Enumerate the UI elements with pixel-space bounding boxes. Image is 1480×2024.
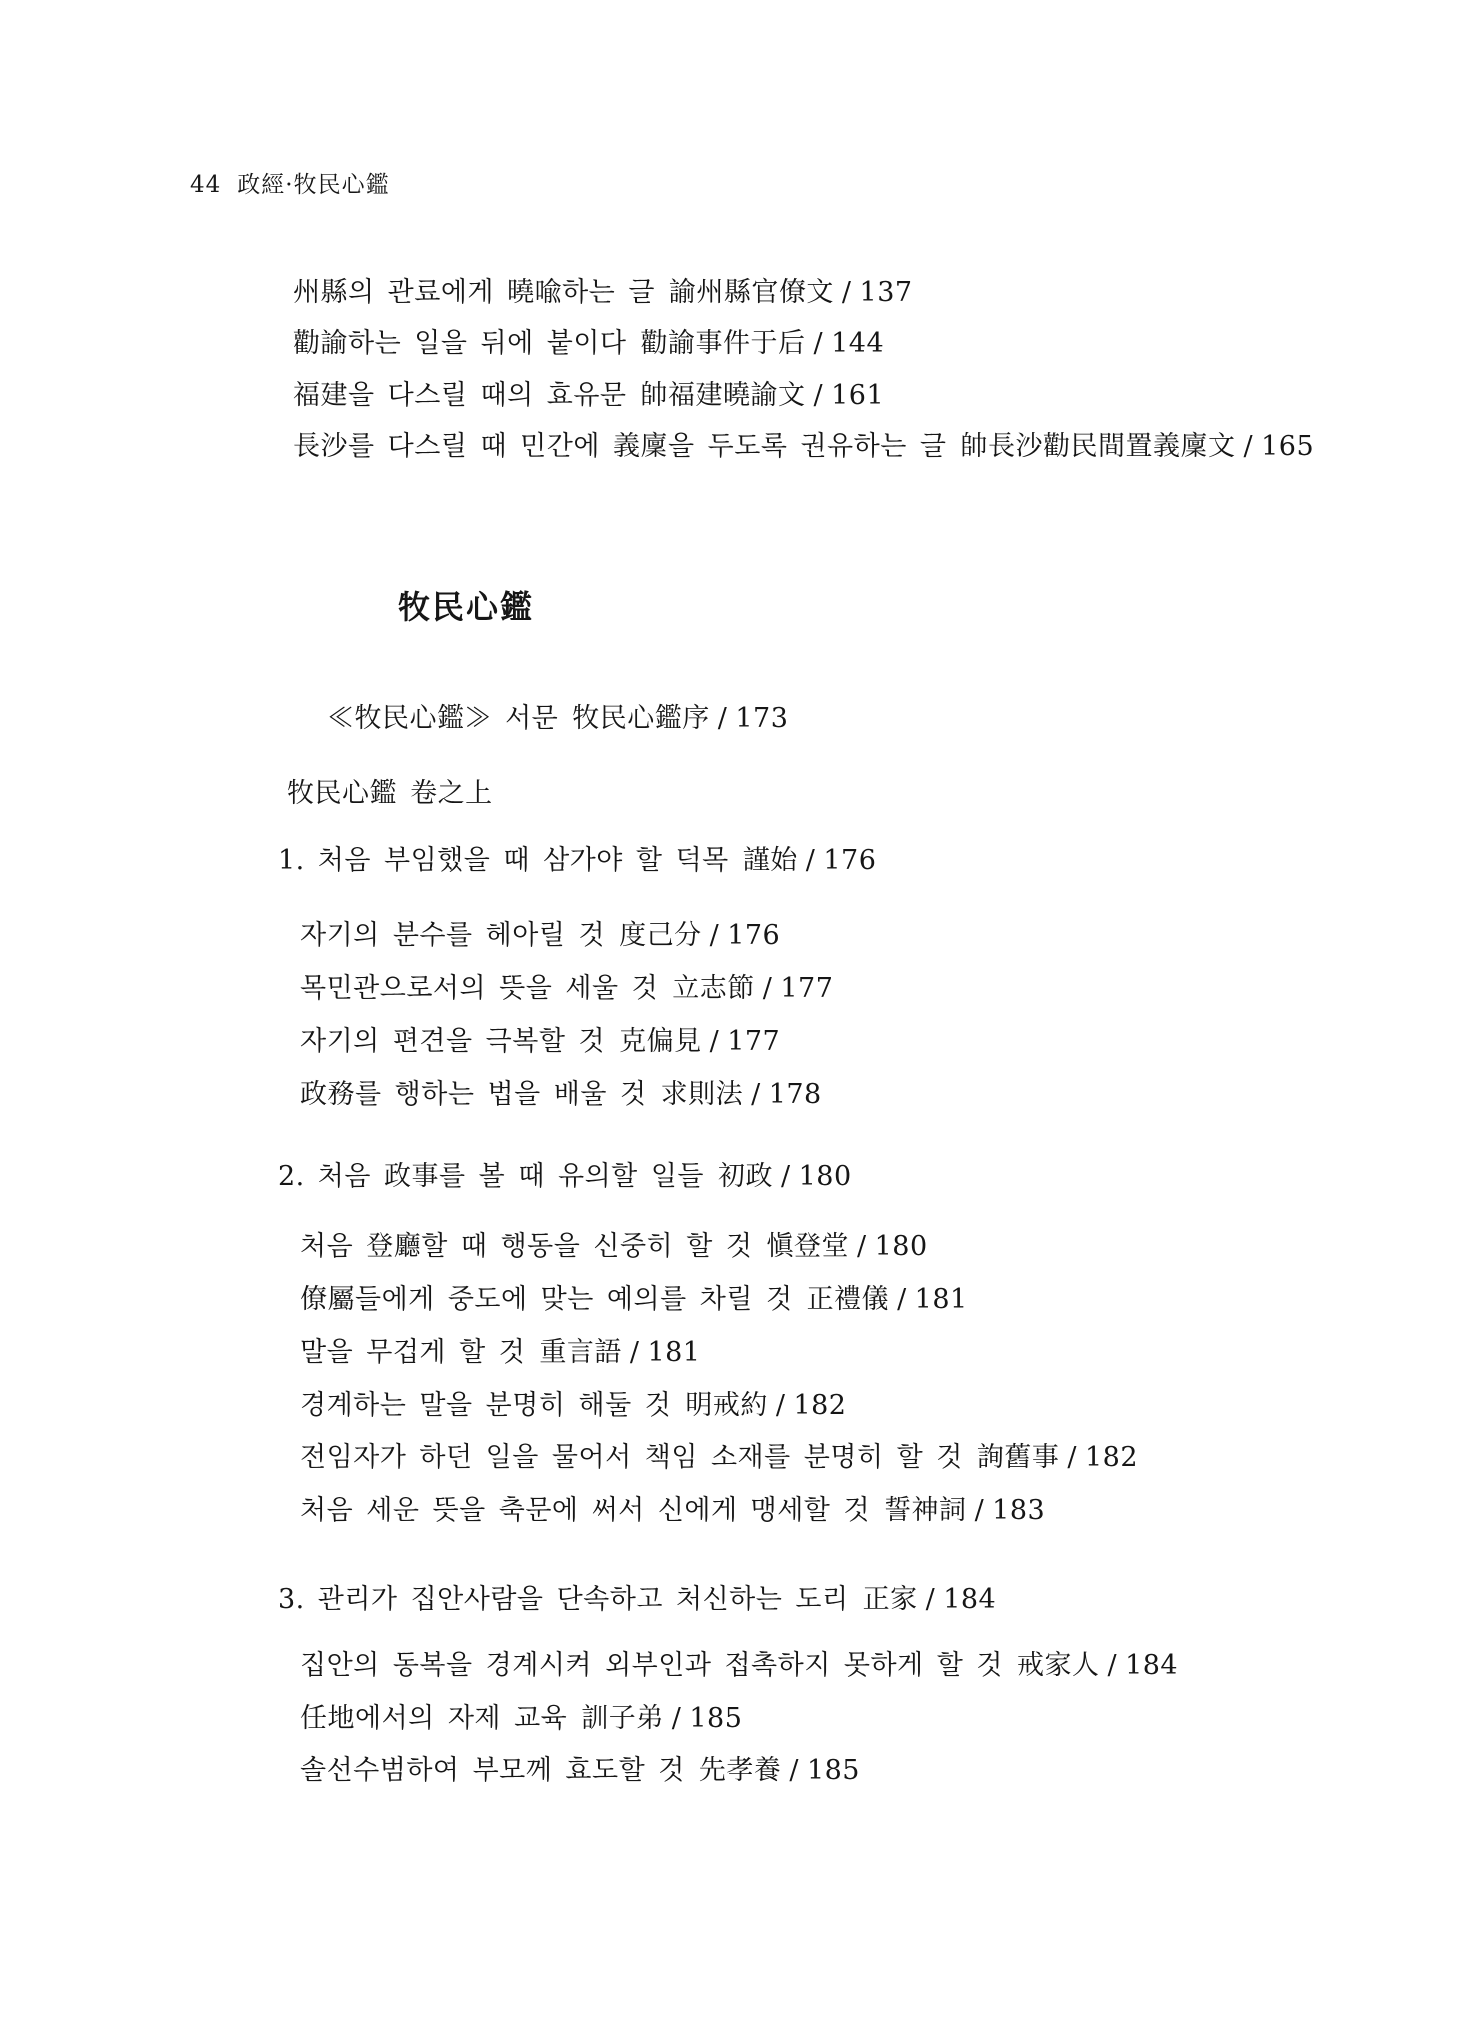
chapter-heading xyxy=(278,1584,996,1615)
entry-separator: / xyxy=(925,1584,936,1615)
entry-ref: 帥福建曉諭文 xyxy=(640,380,806,411)
entry-ref: 初政 xyxy=(718,1161,773,1192)
entry-page: 182 xyxy=(793,1390,847,1421)
entry-text: 政務를 행하는 법을 배울 것 xyxy=(300,1079,647,1110)
running-title: 政經·牧民心鑑 xyxy=(237,172,390,198)
entry-page: 137 xyxy=(859,277,913,308)
chapter-item xyxy=(300,920,780,951)
entry-page: 173 xyxy=(735,703,789,734)
entry-text: 자기의 편견을 극복할 것 xyxy=(300,1026,606,1057)
entry-separator: / xyxy=(629,1337,640,1368)
running-header xyxy=(190,172,390,198)
entry-text: 목민관으로서의 뜻을 세울 것 xyxy=(300,973,659,1004)
chapter-item xyxy=(300,1495,1045,1526)
chapter-item xyxy=(300,1755,860,1786)
chapter-item xyxy=(300,1079,822,1110)
entry-ref: 度己分 xyxy=(619,920,702,951)
chapter-item xyxy=(300,1337,700,1368)
entry-page: 176 xyxy=(727,920,781,951)
entry-text: 처음 登廳할 때 행동을 신중히 할 것 xyxy=(300,1231,753,1262)
chapter-number: 2. xyxy=(278,1161,305,1192)
folio-page-number: 44 xyxy=(190,172,222,198)
chapter-title: 처음 부임했을 때 삼가야 할 덕목 xyxy=(317,845,729,876)
entry-ref: 求則法 xyxy=(660,1079,744,1110)
chapter-number: 1. xyxy=(278,845,305,876)
entry-separator: / xyxy=(762,973,773,1004)
entry-page: 180 xyxy=(874,1231,928,1262)
entry-text: 州縣의 관료에게 曉喩하는 글 xyxy=(293,277,655,308)
entry-separator: / xyxy=(841,277,852,308)
entry-separator: / xyxy=(709,920,720,951)
entry-ref: 謹始 xyxy=(742,845,798,876)
toc-entry xyxy=(293,431,1314,462)
chapter-title: 관리가 집안사람을 단속하고 처신하는 도리 xyxy=(317,1584,849,1615)
entry-separator: / xyxy=(856,1231,867,1262)
entry-ref: 帥長沙勸民間置義廩文 xyxy=(960,431,1236,462)
entry-page: 181 xyxy=(647,1337,701,1368)
entry-page: 183 xyxy=(992,1495,1046,1526)
entry-ref: 克偏見 xyxy=(619,1026,702,1057)
entry-separator: / xyxy=(974,1495,985,1526)
entry-text: ≪牧民心鑑≫ 서문 xyxy=(327,703,559,734)
chapter-item xyxy=(300,1703,742,1734)
toc-entry xyxy=(293,328,884,359)
entry-separator: / xyxy=(813,328,824,359)
chapter-title: 처음 政事를 볼 때 유의할 일들 xyxy=(317,1161,704,1192)
entry-page: 180 xyxy=(798,1161,852,1192)
entry-text: 福建을 다스릴 때의 효유문 xyxy=(293,380,627,411)
entry-separator: / xyxy=(789,1755,799,1786)
entry-text: 처음 세운 뜻을 축문에 써서 신에게 맹세할 것 xyxy=(300,1495,871,1526)
entry-page: 184 xyxy=(943,1584,997,1615)
entry-separator: / xyxy=(717,703,728,734)
entry-ref: 詢舊事 xyxy=(976,1442,1060,1473)
entry-page: 182 xyxy=(1085,1442,1139,1473)
preface-entry xyxy=(327,703,788,734)
toc-entry xyxy=(293,277,913,308)
entry-separator: / xyxy=(1107,1650,1118,1681)
entry-separator: / xyxy=(751,1079,761,1110)
entry-separator: / xyxy=(897,1284,907,1315)
entry-ref: 先孝養 xyxy=(698,1755,782,1786)
entry-text: 僚屬들에게 중도에 맞는 예의를 차릴 것 xyxy=(300,1284,793,1315)
chapter-heading xyxy=(278,845,876,876)
entry-ref: 愼登堂 xyxy=(766,1231,849,1262)
entry-text: 전임자가 하던 일을 물어서 책임 소재를 분명히 할 것 xyxy=(300,1442,963,1473)
entry-text: 長沙를 다스릴 때 민간에 義廩을 두도록 권유하는 글 xyxy=(293,431,947,462)
entry-page: 177 xyxy=(727,1026,781,1057)
entry-separator: / xyxy=(1243,431,1254,462)
entry-ref: 重言語 xyxy=(539,1337,622,1368)
entry-separator: / xyxy=(813,380,824,411)
entry-ref: 戒家人 xyxy=(1016,1650,1100,1681)
toc-entry xyxy=(293,380,884,411)
entry-text: 솔선수범하여 부모께 효도할 것 xyxy=(300,1755,685,1786)
entry-ref: 勸諭事件于后 xyxy=(640,328,806,359)
entry-separator: / xyxy=(805,845,816,876)
entry-page: 178 xyxy=(768,1079,822,1110)
entry-page: 181 xyxy=(914,1284,968,1315)
chapter-item xyxy=(300,1284,968,1315)
entry-text: 任地에서의 자제 교육 xyxy=(300,1703,568,1734)
chapter-item xyxy=(300,1026,780,1057)
entry-ref: 明戒約 xyxy=(685,1390,768,1421)
entry-text: 경계하는 말을 분명히 해둘 것 xyxy=(300,1390,672,1421)
entry-separator: / xyxy=(781,1161,791,1192)
chapter-item xyxy=(300,1650,1178,1681)
entry-separator: / xyxy=(775,1390,786,1421)
entry-page: 177 xyxy=(780,973,834,1004)
entry-page: 185 xyxy=(689,1703,743,1734)
entry-page: 144 xyxy=(831,328,885,359)
chapter-item xyxy=(300,1390,846,1421)
entry-ref: 訓子弟 xyxy=(581,1703,664,1734)
chapter-item xyxy=(300,1442,1138,1473)
entry-text: 勸諭하는 일을 뒤에 붙이다 xyxy=(293,328,627,359)
entry-text: 자기의 분수를 헤아릴 것 xyxy=(300,920,606,951)
entry-page: 165 xyxy=(1261,431,1315,462)
entry-ref: 立志節 xyxy=(672,973,755,1004)
chapter-item xyxy=(300,1231,928,1262)
chapter-heading xyxy=(278,1161,852,1192)
entry-text: 집안의 동복을 경계시켜 외부인과 접촉하지 못하게 할 것 xyxy=(300,1650,1003,1681)
entry-ref: 正家 xyxy=(862,1584,918,1615)
volume-heading: 牧民心鑑 卷之上 xyxy=(287,778,493,809)
entry-page: 185 xyxy=(806,1755,860,1786)
entry-separator: / xyxy=(1067,1442,1077,1473)
book-title: 牧民心鑑 xyxy=(398,588,535,626)
chapter-item xyxy=(300,973,833,1004)
chapter-number: 3. xyxy=(278,1584,305,1615)
entry-ref: 諭州縣官僚文 xyxy=(668,277,834,308)
entry-text: 말을 무겁게 할 것 xyxy=(300,1337,526,1368)
entry-ref: 牧民心鑑序 xyxy=(572,703,710,734)
entry-page: 184 xyxy=(1125,1650,1179,1681)
entry-separator: / xyxy=(671,1703,682,1734)
entry-page: 176 xyxy=(823,845,877,876)
entry-ref: 誓神詞 xyxy=(884,1495,967,1526)
entry-ref: 正禮儀 xyxy=(806,1284,890,1315)
entry-separator: / xyxy=(709,1026,720,1057)
entry-page: 161 xyxy=(831,380,885,411)
